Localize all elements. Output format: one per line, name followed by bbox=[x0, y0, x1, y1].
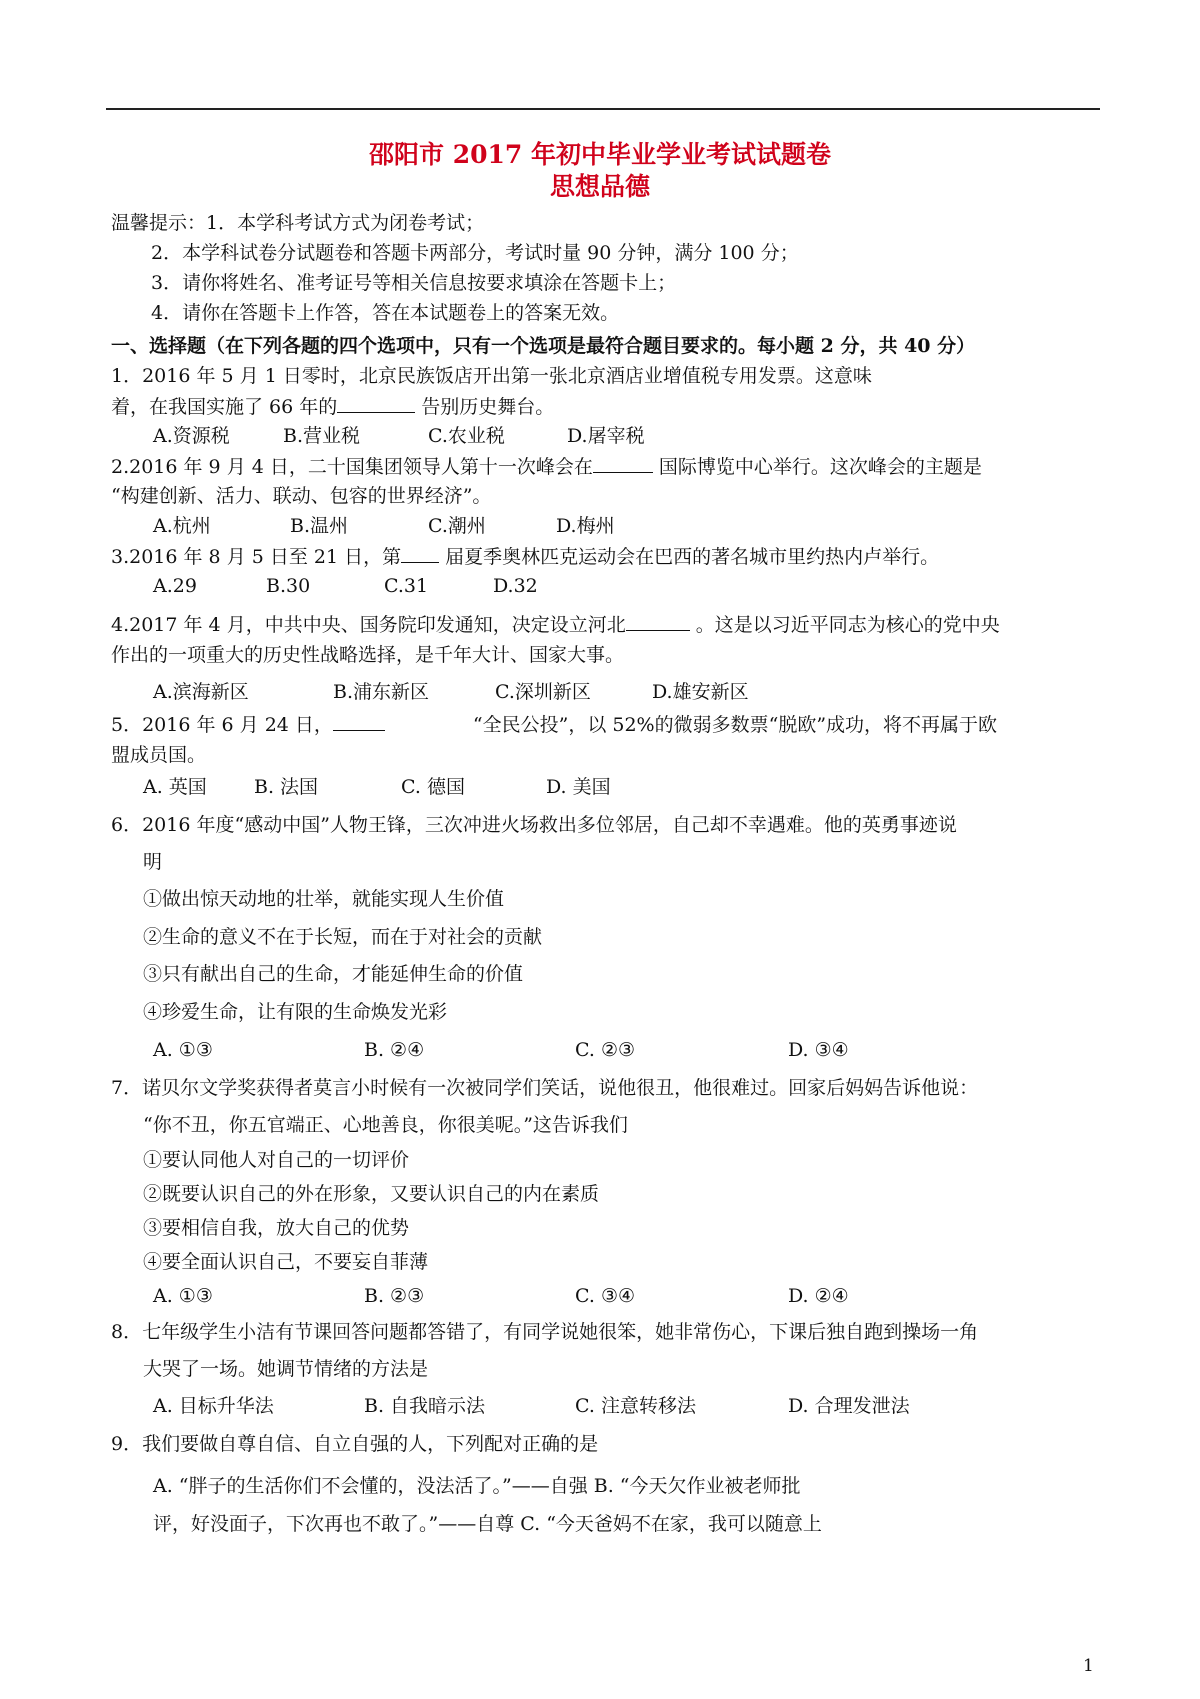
q4-stem-line-1 bbox=[111, 612, 1000, 637]
q5-stem-b: “全民公投”，以 52%的微弱多数票“脱欧”成功，将不再属于欧 bbox=[472, 714, 998, 736]
exam-title: 邵阳市 2017 年初中毕业学业考试试题卷 bbox=[369, 140, 831, 169]
q8-stem-line-1: 8．七年级学生小洁有节课回答问题都答错了，有同学说她很笨，她非常伤心，下课后独自跑到操场一角 bbox=[111, 1321, 979, 1343]
q1-option-c: C.农业税 bbox=[428, 425, 505, 447]
notice-line-1: 温馨提示：1．本学科考试方式为闭卷考试； bbox=[111, 212, 485, 234]
q3-option-d: D.32 bbox=[493, 575, 538, 597]
q7-option-b: B. ②③ bbox=[364, 1285, 425, 1307]
q5-stem-a: 5．2016 年 6 月 24 日， bbox=[111, 714, 333, 736]
q1-option-b: B.营业税 bbox=[283, 425, 361, 447]
q7-item-2: ②既要认识自己的外在形象，又要认识自己的内在素质 bbox=[143, 1183, 600, 1205]
q6-item-4: ④珍爱生命，让有限的生命焕发光彩 bbox=[143, 1001, 448, 1023]
q7-stem-line-2: “你不丑，你五官端正、心地善良，你很美呢。”这告诉我们 bbox=[143, 1114, 628, 1136]
q2-stem-b: 国际博览中心举行。这次峰会的主题是 bbox=[652, 456, 982, 478]
q4-stem-a: 4.2017 年 4 月，中共中央、国务院印发通知，决定设立河北 bbox=[111, 614, 626, 636]
q3-stem-b: 届夏季奥林匹克运动会在巴西的著名城市里约热内卢举行。 bbox=[439, 546, 940, 568]
q4-option-b: B.浦东新区 bbox=[333, 681, 430, 703]
q5-stem-line-1 bbox=[111, 712, 997, 737]
subject-title: 思想品德 bbox=[549, 172, 650, 201]
q4-option-c: C.深圳新区 bbox=[495, 681, 591, 703]
q5-blank bbox=[333, 712, 385, 731]
notice-line-2: 2．本学科试卷分试题卷和答题卡两部分，考试时量 90 分钟，满分 100 分； bbox=[151, 242, 799, 264]
q5-option-c: C. 德国 bbox=[401, 776, 465, 798]
q1-blank bbox=[337, 394, 415, 413]
q7-option-d: D. ②④ bbox=[788, 1285, 849, 1307]
q7-option-a: A. ①③ bbox=[153, 1285, 213, 1307]
q2-option-a: A.杭州 bbox=[153, 515, 211, 537]
q3-blank bbox=[401, 544, 439, 563]
q6-option-b: B. ②④ bbox=[364, 1039, 425, 1061]
q8-option-c: C. 注意转移法 bbox=[575, 1395, 696, 1417]
q1-stem-line-1: 1．2016 年 5 月 1 日零时，北京民族饭店开出第一张北京酒店业增值税专用发票。这意味 bbox=[111, 365, 872, 387]
q1-option-d: D.屠宰税 bbox=[567, 425, 645, 447]
q4-stem-b: 。这是以习近平同志为核心的党中央 bbox=[689, 614, 1000, 636]
q4-option-d: D.雄安新区 bbox=[652, 681, 749, 703]
q9-stem-line-2: A. “胖子的生活你们不会懂的，没法活了。”——自强 B. “今天欠作业被老师批 bbox=[153, 1475, 801, 1497]
q2-blank bbox=[593, 454, 653, 473]
q7-item-3: ③要相信自我，放大自己的优势 bbox=[143, 1217, 410, 1239]
q7-stem-line-1: 7．诺贝尔文学奖获得者莫言小时候有一次被同学们笑话，说他很丑，他很难过。回家后妈妈告诉他说： bbox=[111, 1077, 979, 1099]
q6-item-3: ③只有献出自己的生命，才能延伸生命的价值 bbox=[143, 963, 524, 985]
section-heading: 一、选择题（在下列各题的四个选项中，只有一个选项是最符合题目要求的。每小题 2 分，共 40 分） bbox=[111, 335, 976, 357]
q6-option-c: C. ②③ bbox=[575, 1039, 636, 1061]
q2-stem-line-2: “构建创新、活力、联动、包容的世界经济”。 bbox=[111, 485, 492, 507]
q7-item-4: ④要全面认识自己，不要妄自菲薄 bbox=[143, 1251, 429, 1273]
q7-option-c: C. ③④ bbox=[575, 1285, 636, 1307]
q1-stem-line-2 bbox=[111, 394, 554, 419]
q6-option-a: A. ①③ bbox=[153, 1039, 213, 1061]
q7-item-1: ①要认同他人对自己的一切评价 bbox=[143, 1149, 410, 1171]
q2-option-d: D.梅州 bbox=[556, 515, 615, 537]
q3-option-b: B.30 bbox=[266, 575, 311, 597]
q9-stem-line-3: 评，好没面子，下次再也不敢了。”——自尊 C. “今天爸妈不在家，我可以随意上 bbox=[153, 1513, 822, 1535]
notice-line-3: 3．请你将姓名、准考证号等相关信息按要求填涂在答题卡上； bbox=[151, 272, 677, 294]
q3-stem-a: 3.2016 年 8 月 5 日至 21 日，第 bbox=[111, 546, 402, 568]
q4-option-a: A.滨海新区 bbox=[153, 681, 249, 703]
q6-option-d: D. ③④ bbox=[788, 1039, 849, 1061]
q1-stem-a: 着，在我国实施了 66 年的 bbox=[111, 396, 338, 418]
header-rule bbox=[106, 108, 1100, 110]
q6-item-2: ②生命的意义不在于长短，而在于对社会的贡献 bbox=[143, 926, 543, 948]
q5-stem-line-2: 盟成员国。 bbox=[111, 744, 207, 766]
q6-item-1: ①做出惊天动地的壮举，就能实现人生价值 bbox=[143, 888, 505, 910]
q4-blank bbox=[626, 612, 690, 631]
q3-option-c: C.31 bbox=[384, 575, 429, 597]
q6-stem-line-2: 明 bbox=[143, 851, 163, 873]
q4-stem-line-2: 作出的一项重大的历史性战略选择，是千年大计、国家大事。 bbox=[111, 644, 625, 666]
q8-option-a: A. 目标升华法 bbox=[153, 1395, 274, 1417]
q8-option-d: D. 合理发泄法 bbox=[788, 1395, 910, 1417]
q1-stem-b: 告别历史舞台。 bbox=[415, 396, 555, 418]
q6-stem-line-1: 6．2016 年度“感动中国”人物王锋，三次冲进火场救出多位邻居，自己却不幸遇难。他的英勇事迹说 bbox=[111, 814, 957, 836]
q3-option-a: A.29 bbox=[153, 575, 197, 597]
q2-stem-a: 2.2016 年 9 月 4 日，二十国集团领导人第十一次峰会在 bbox=[111, 456, 593, 478]
q2-option-c: C.潮州 bbox=[428, 515, 486, 537]
q1-option-a: A.资源税 bbox=[153, 425, 230, 447]
q5-option-d: D. 美国 bbox=[546, 776, 611, 798]
q2-stem-line-1 bbox=[111, 454, 982, 479]
q9-stem-line-1: 9．我们要做自尊自信、自立自强的人，下列配对正确的是 bbox=[111, 1433, 599, 1455]
q3-stem-line-1 bbox=[111, 544, 939, 569]
q2-option-b: B.温州 bbox=[290, 515, 349, 537]
q8-option-b: B. 自我暗示法 bbox=[364, 1395, 486, 1417]
page-number: 1 bbox=[1083, 1656, 1094, 1676]
q8-stem-line-2: 大哭了一场。她调节情绪的方法是 bbox=[143, 1358, 429, 1380]
q5-option-a: A. 英国 bbox=[143, 776, 207, 798]
q5-option-b: B. 法国 bbox=[254, 776, 319, 798]
notice-line-4: 4．请你在答题卡上作答，答在本试题卷上的答案无效。 bbox=[151, 302, 620, 324]
